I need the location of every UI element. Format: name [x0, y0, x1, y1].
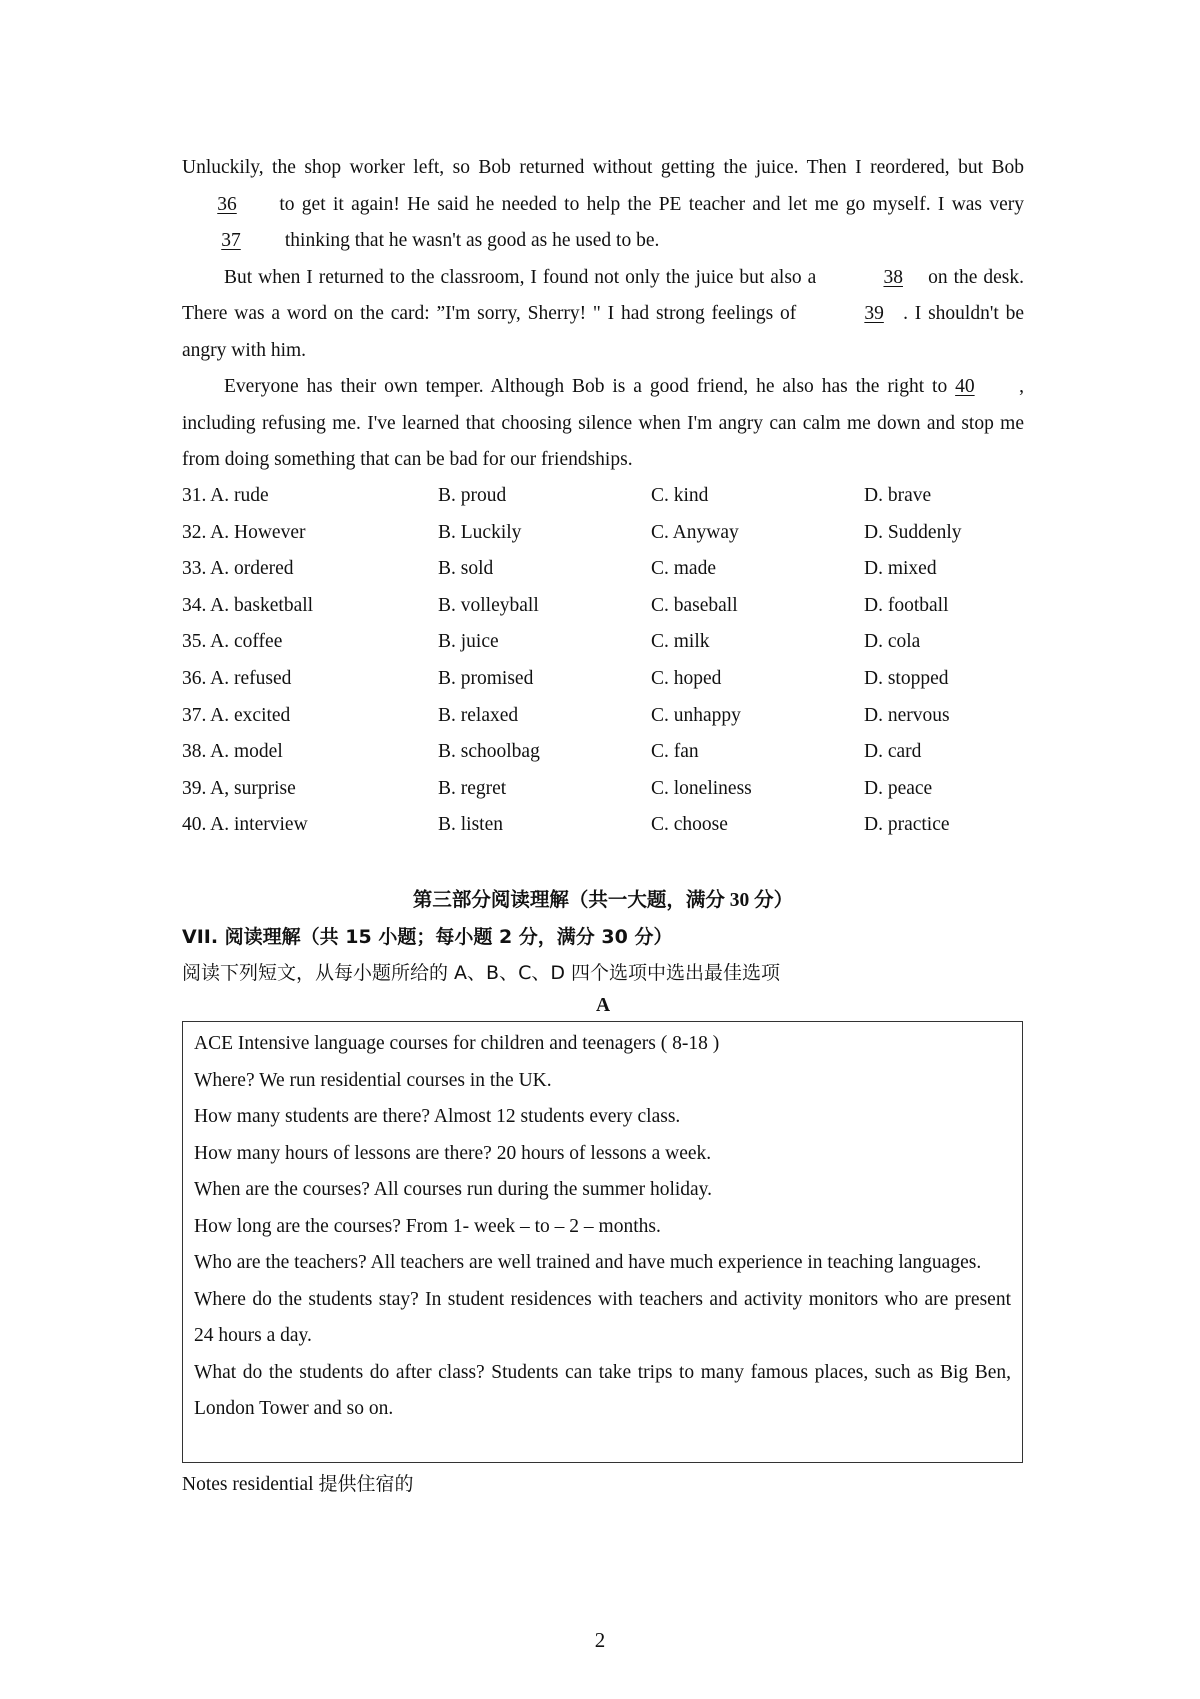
option-row-37: [182, 698, 1024, 735]
blank-37: 37: [221, 230, 241, 251]
option-d: D. peace: [864, 777, 933, 799]
paragraph-text: Everyone has their own temper. Although Bob is a good friend, he also has the right to: [224, 376, 956, 397]
option-c: C. choose: [651, 814, 728, 836]
option-b: B. sold: [438, 558, 494, 580]
option-row-33: [182, 551, 1024, 588]
option-a: 35. A. coffee: [182, 631, 283, 653]
option-a: 39. A, surprise: [182, 777, 296, 799]
option-a: 40. A. interview: [182, 814, 308, 836]
option-c: C. milk: [651, 631, 710, 653]
paragraph-text: Unluckily, the shop worker left, so Bob returned without getting the juice. Then I reordered, but Bob: [182, 157, 1024, 178]
option-b: B. Luckily: [438, 521, 522, 543]
paragraph-3: [182, 369, 1024, 479]
option-d: D. mixed: [864, 558, 937, 580]
section-heading: VII. 阅读理解（共 15 小题；每小题 2 分，满分 30 分）: [182, 926, 673, 948]
page-number: 2: [594, 1628, 606, 1652]
option-d: D. nervous: [864, 704, 950, 726]
paragraph-1: [182, 150, 1024, 260]
option-c: C. fan: [651, 741, 699, 763]
option-d: D. card: [864, 741, 922, 763]
paragraph-text: But when I returned to the classroom, I found not only the juice but also a: [224, 266, 823, 288]
option-row-34: [182, 588, 1024, 625]
option-b: B. volleyball: [438, 594, 539, 616]
option-c: C. loneliness: [651, 777, 752, 799]
option-d: D. brave: [864, 485, 932, 506]
option-a: 37. A. excited: [182, 704, 291, 726]
option-a: 38. A. model: [182, 741, 283, 763]
option-row-39: [182, 771, 1024, 808]
blank-40: 40: [955, 376, 975, 397]
paragraph-text: . I shouldn't be angry with him.: [182, 303, 1024, 361]
option-d: D. Suddenly: [864, 521, 962, 543]
box-line: Where? We run residential courses in the UK.: [194, 1069, 552, 1091]
paragraph-text: on the desk. There was a word on the card: ”I'm sorry, Sherry! " I had strong feelings of: [182, 266, 1024, 324]
box-line: Where do the students stay? In student residences with teachers and activity monitors who are present 24 hours a day.: [194, 1288, 1011, 1346]
box-line: When are the courses? All courses run during the summer holiday.: [194, 1179, 713, 1200]
option-d: D. cola: [864, 631, 921, 653]
option-d: D. football: [864, 594, 949, 616]
cloze-passage: [182, 150, 1024, 479]
option-c: C. made: [651, 558, 716, 580]
paragraph-2: [182, 260, 1024, 370]
blank-36: 36: [217, 193, 237, 215]
option-b: B. listen: [438, 814, 504, 836]
option-row-40: [182, 807, 1024, 844]
option-b: B. juice: [438, 631, 499, 653]
option-b: B. regret: [438, 777, 507, 799]
instruction-text: 阅读下列短文，从每小题所给的 A、B、C、D 四个选项中选出最佳选项: [182, 962, 781, 984]
option-d: D. stopped: [864, 667, 949, 689]
answer-options: [182, 478, 1024, 844]
box-line: ACE Intensive language courses for children and teenagers ( 8-18 ): [194, 1033, 720, 1054]
box-line: What do the students do after class? Students can take trips to many famous places, such as Big Ben, London Tower and so on.: [194, 1361, 1011, 1419]
option-a: 34. A. basketball: [182, 594, 314, 616]
option-row-38: [182, 734, 1024, 771]
notes-translation: 提供住宿的: [318, 1473, 414, 1495]
notes-label: Notes residential: [182, 1474, 319, 1495]
option-b: B. relaxed: [438, 704, 519, 726]
notes: [182, 1466, 413, 1503]
option-c: C. kind: [651, 485, 709, 506]
option-c: C. baseball: [651, 594, 738, 616]
paragraph-text: thinking that he wasn't as good as he used to be.: [280, 230, 660, 251]
course-info-box: [182, 1021, 1023, 1463]
option-b: B. promised: [438, 667, 534, 689]
option-b: B. proud: [438, 485, 507, 506]
blank-38: 38: [883, 266, 903, 288]
box-line: Who are the teachers? All teachers are well trained and have much experience in teaching languages.: [194, 1252, 982, 1273]
option-b: B. schoolbag: [438, 741, 540, 763]
option-d: D. practice: [864, 814, 950, 836]
blank-39: 39: [864, 303, 884, 324]
section-title: 第三部分阅读理解（共一大题，满分 30 分）: [412, 890, 794, 911]
option-a: 31. A. rude: [182, 485, 269, 506]
option-c: C. unhappy: [651, 704, 741, 726]
option-c: C. hoped: [651, 667, 722, 689]
option-row-32: [182, 515, 1024, 552]
option-a: 32. A. However: [182, 521, 306, 543]
box-line: How many students are there? Almost 12 students every class.: [194, 1106, 681, 1127]
passage-label: A: [595, 995, 611, 1016]
paragraph-text: to get it again! He said he needed to help the PE teacher and let me go myself. I was very: [272, 193, 1024, 215]
option-a: 36. A. refused: [182, 667, 292, 689]
paragraph-text: , including refusing me. I've learned that choosing silence when I'm angry can calm me down and stop me from doing something that can be bad for our friendships.: [182, 376, 1024, 470]
option-row-31: [182, 478, 1024, 515]
option-row-36: [182, 661, 1024, 698]
option-a: 33. A. ordered: [182, 558, 294, 580]
option-row-35: [182, 624, 1024, 661]
option-c: C. Anyway: [651, 521, 739, 543]
box-line: How many hours of lessons are there? 20 hours of lessons a week.: [194, 1142, 712, 1164]
box-line: How long are the courses? From 1- week – to – 2 – months.: [194, 1215, 661, 1237]
